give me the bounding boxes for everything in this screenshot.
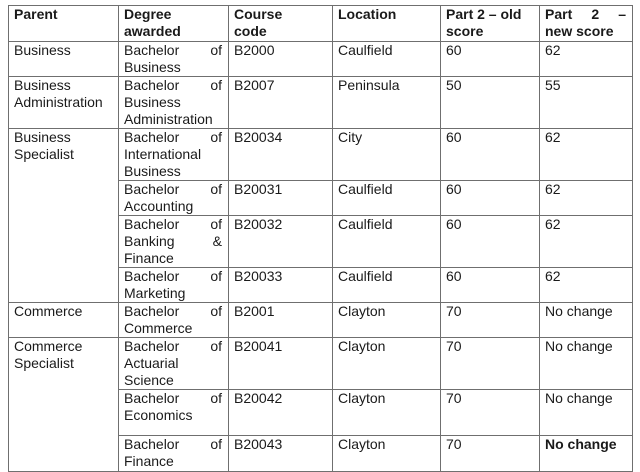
location-cell: City bbox=[333, 129, 441, 181]
course-code-cell: B20043 bbox=[229, 436, 333, 472]
new-score-cell bbox=[540, 436, 633, 472]
header-row bbox=[9, 6, 633, 42]
location-cell: Clayton bbox=[333, 303, 441, 338]
course-code-cell: B20033 bbox=[229, 268, 333, 303]
degree-cell: Bachelor of Marketing bbox=[119, 268, 229, 303]
old-score-cell: 60 bbox=[441, 129, 540, 181]
old-score-cell: 70 bbox=[441, 390, 540, 436]
new-score-cell: No change bbox=[540, 390, 633, 436]
new-score-cell: 55 bbox=[540, 77, 633, 129]
degree-cell: Bachelor of Business Administration bbox=[119, 77, 229, 129]
new-score-cell: No change bbox=[540, 303, 633, 338]
header-old-score: Part 2 – old score bbox=[441, 6, 540, 42]
parent-cell: Business Administration bbox=[9, 77, 119, 129]
header-new-score: Part 2 – new score bbox=[540, 6, 633, 42]
location-cell: Clayton bbox=[333, 390, 441, 436]
course-score-table bbox=[8, 5, 633, 472]
parent-cell: Business Specialist bbox=[9, 129, 119, 303]
degree-cell: Bachelor of Actuarial Science bbox=[119, 338, 229, 390]
course-code-cell: B20032 bbox=[229, 216, 333, 268]
old-score-cell: 60 bbox=[441, 216, 540, 268]
location-cell: Caulfield bbox=[333, 42, 441, 77]
table-row bbox=[9, 338, 633, 390]
location-cell: Caulfield bbox=[333, 216, 441, 268]
header-parent: Parent bbox=[9, 6, 119, 42]
degree-cell: Bachelor of Accounting bbox=[119, 181, 229, 216]
new-score-cell: 62 bbox=[540, 268, 633, 303]
location-cell: Peninsula bbox=[333, 77, 441, 129]
old-score-cell: 70 bbox=[441, 338, 540, 390]
parent-cell: Commerce Specialist bbox=[9, 338, 119, 472]
table-row bbox=[9, 129, 633, 181]
degree-cell: Bachelor of Commerce bbox=[119, 303, 229, 338]
course-code-cell: B2000 bbox=[229, 42, 333, 77]
old-score-cell: 60 bbox=[441, 181, 540, 216]
new-score-cell: 62 bbox=[540, 129, 633, 181]
new-score-cell: 62 bbox=[540, 181, 633, 216]
degree-cell: Bachelor of Business bbox=[119, 42, 229, 77]
parent-cell: Commerce bbox=[9, 303, 119, 338]
table-row bbox=[9, 303, 633, 338]
location-cell: Clayton bbox=[333, 436, 441, 472]
header-location: Location bbox=[333, 6, 441, 42]
course-code-cell: B20034 bbox=[229, 129, 333, 181]
old-score-cell: 50 bbox=[441, 77, 540, 129]
new-score-value: No change bbox=[545, 436, 617, 452]
course-code-cell: B20042 bbox=[229, 390, 333, 436]
header-course-code: Course code bbox=[229, 6, 333, 42]
location-cell: Caulfield bbox=[333, 181, 441, 216]
old-score-cell: 60 bbox=[441, 42, 540, 77]
old-score-cell: 70 bbox=[441, 303, 540, 338]
new-score-cell: 62 bbox=[540, 216, 633, 268]
course-code-cell: B20031 bbox=[229, 181, 333, 216]
location-cell: Caulfield bbox=[333, 268, 441, 303]
parent-cell: Business bbox=[9, 42, 119, 77]
table-row bbox=[9, 42, 633, 77]
degree-cell: Bachelor of Finance bbox=[119, 436, 229, 472]
course-code-cell: B2001 bbox=[229, 303, 333, 338]
old-score-cell: 60 bbox=[441, 268, 540, 303]
degree-cell: Bachelor of International Business bbox=[119, 129, 229, 181]
degree-cell: Bachelor of Banking & Finance bbox=[119, 216, 229, 268]
course-code-cell: B2007 bbox=[229, 77, 333, 129]
header-degree: Degree awarded bbox=[119, 6, 229, 42]
new-score-cell: No change bbox=[540, 338, 633, 390]
new-score-cell: 62 bbox=[540, 42, 633, 77]
degree-cell: Bachelor of Economics bbox=[119, 390, 229, 436]
location-cell: Clayton bbox=[333, 338, 441, 390]
old-score-cell: 70 bbox=[441, 436, 540, 472]
course-code-cell: B20041 bbox=[229, 338, 333, 390]
table-row bbox=[9, 77, 633, 129]
